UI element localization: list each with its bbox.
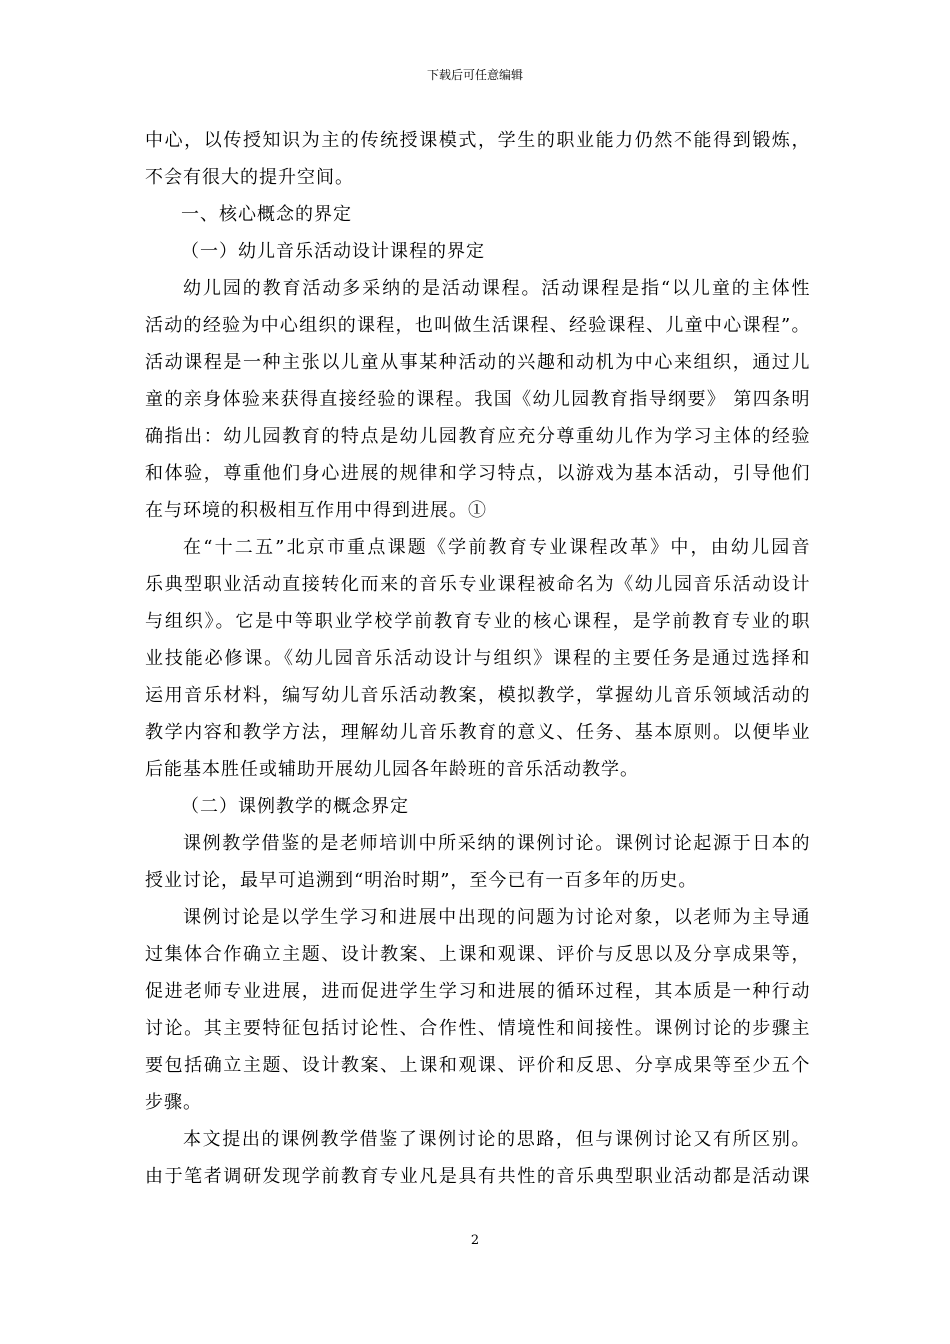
text-line: 课例教学借鉴的是老师培训中所采纳的课例讨论。课例讨论起源于日本的 [183, 833, 810, 854]
text-line: 授业讨论，最早可追溯到“明治时期”，至今已有一百多年的历史。 [145, 870, 698, 891]
text-line: 乐典型职业活动直接转化而来的音乐专业课程被命名为《幼儿园音乐活动设计 [145, 574, 810, 595]
text-line: 要包括确立主题、设计教案、上课和观课、评价和反思、分享成果等至少五个 [145, 1055, 810, 1076]
text-line: 由于笔者调研发现学前教育专业凡是具有共性的音乐典型职业活动都是活动课 [145, 1166, 810, 1187]
text-line: 本文提出的课例教学借鉴了课例讨论的思路，但与课例讨论又有所区别。 [183, 1129, 810, 1150]
text-line: 活动的经验为中心组织的课程，也叫做生活课程、经验课程、儿童中心课程”。 [145, 315, 810, 336]
text-line: 与组织》。它是中等职业学校学前教育专业的核心课程，是学前教育专业的职 [145, 611, 810, 632]
text-line: 不会有很大的提升空间。 [145, 167, 354, 188]
text-line: 童的亲身体验来获得直接经验的课程。我国《幼儿园教育指导纲要》 第四条明 [145, 389, 810, 410]
text-line: 课例讨论是以学生学习和进展中出现的问题为讨论对象，以老师为主导通 [183, 907, 810, 928]
subsection-heading: （二）课例教学的概念界定 [181, 796, 409, 817]
text-line: 活动课程是一种主张以儿童从事某种活动的兴趣和动机为中心来组织，通过儿 [145, 352, 810, 373]
text-line: 促进老师专业进展，进而促进学生学习和进展的循环过程，其本质是一种行动 [145, 981, 810, 1002]
text-line: 幼儿园的教育活动多采纳的是活动课程。活动课程是指“以儿童的主体性 [183, 278, 810, 299]
text-line: 运用音乐材料，编写幼儿音乐活动教案，模拟教学，掌握幼儿音乐领域活动的 [145, 685, 810, 706]
page-header: 下载后可任意编辑 [426, 68, 523, 82]
text-line: 教学内容和教学方法，理解幼儿音乐教育的意义、任务、基本原则。以便毕业 [145, 722, 810, 743]
page-number: 2 [470, 1233, 480, 1248]
text-line: 业技能必修课。《幼儿园音乐活动设计与组织》课程的主要任务是通过选择和 [145, 648, 810, 669]
body-text [145, 122, 810, 1195]
text-line: 讨论。其主要特征包括讨论性、合作性、情境性和间接性。课例讨论的步骤主 [145, 1018, 810, 1039]
text-line: 中心，以传授知识为主的传统授课模式，学生的职业能力仍然不能得到锻炼， [145, 130, 810, 151]
text-line: 和体验，尊重他们身心进展的规律和学习特点，以游戏为基本活动，引导他们 [145, 463, 810, 484]
section-heading: 一、核心概念的界定 [181, 204, 352, 225]
text-line: 步骤。 [145, 1092, 202, 1113]
text-line: 确指出：幼儿园教育的特点是幼儿园教育应充分尊重幼儿作为学习主体的经验 [145, 426, 810, 447]
text-line: 在“十二五”北京市重点课题《学前教育专业课程改革》中，由幼儿园音 [183, 537, 810, 558]
text-line: 在与环境的积极相互作用中得到进展。① [145, 500, 487, 521]
text-line: 过集体合作确立主题、设计教案、上课和观课、评价与反思以及分享成果等， [145, 944, 810, 965]
text-line: 后能基本胜任或辅助开展幼儿园各年龄班的音乐活动教学。 [145, 759, 639, 780]
subsection-heading: （一）幼儿音乐活动设计课程的界定 [181, 241, 485, 262]
